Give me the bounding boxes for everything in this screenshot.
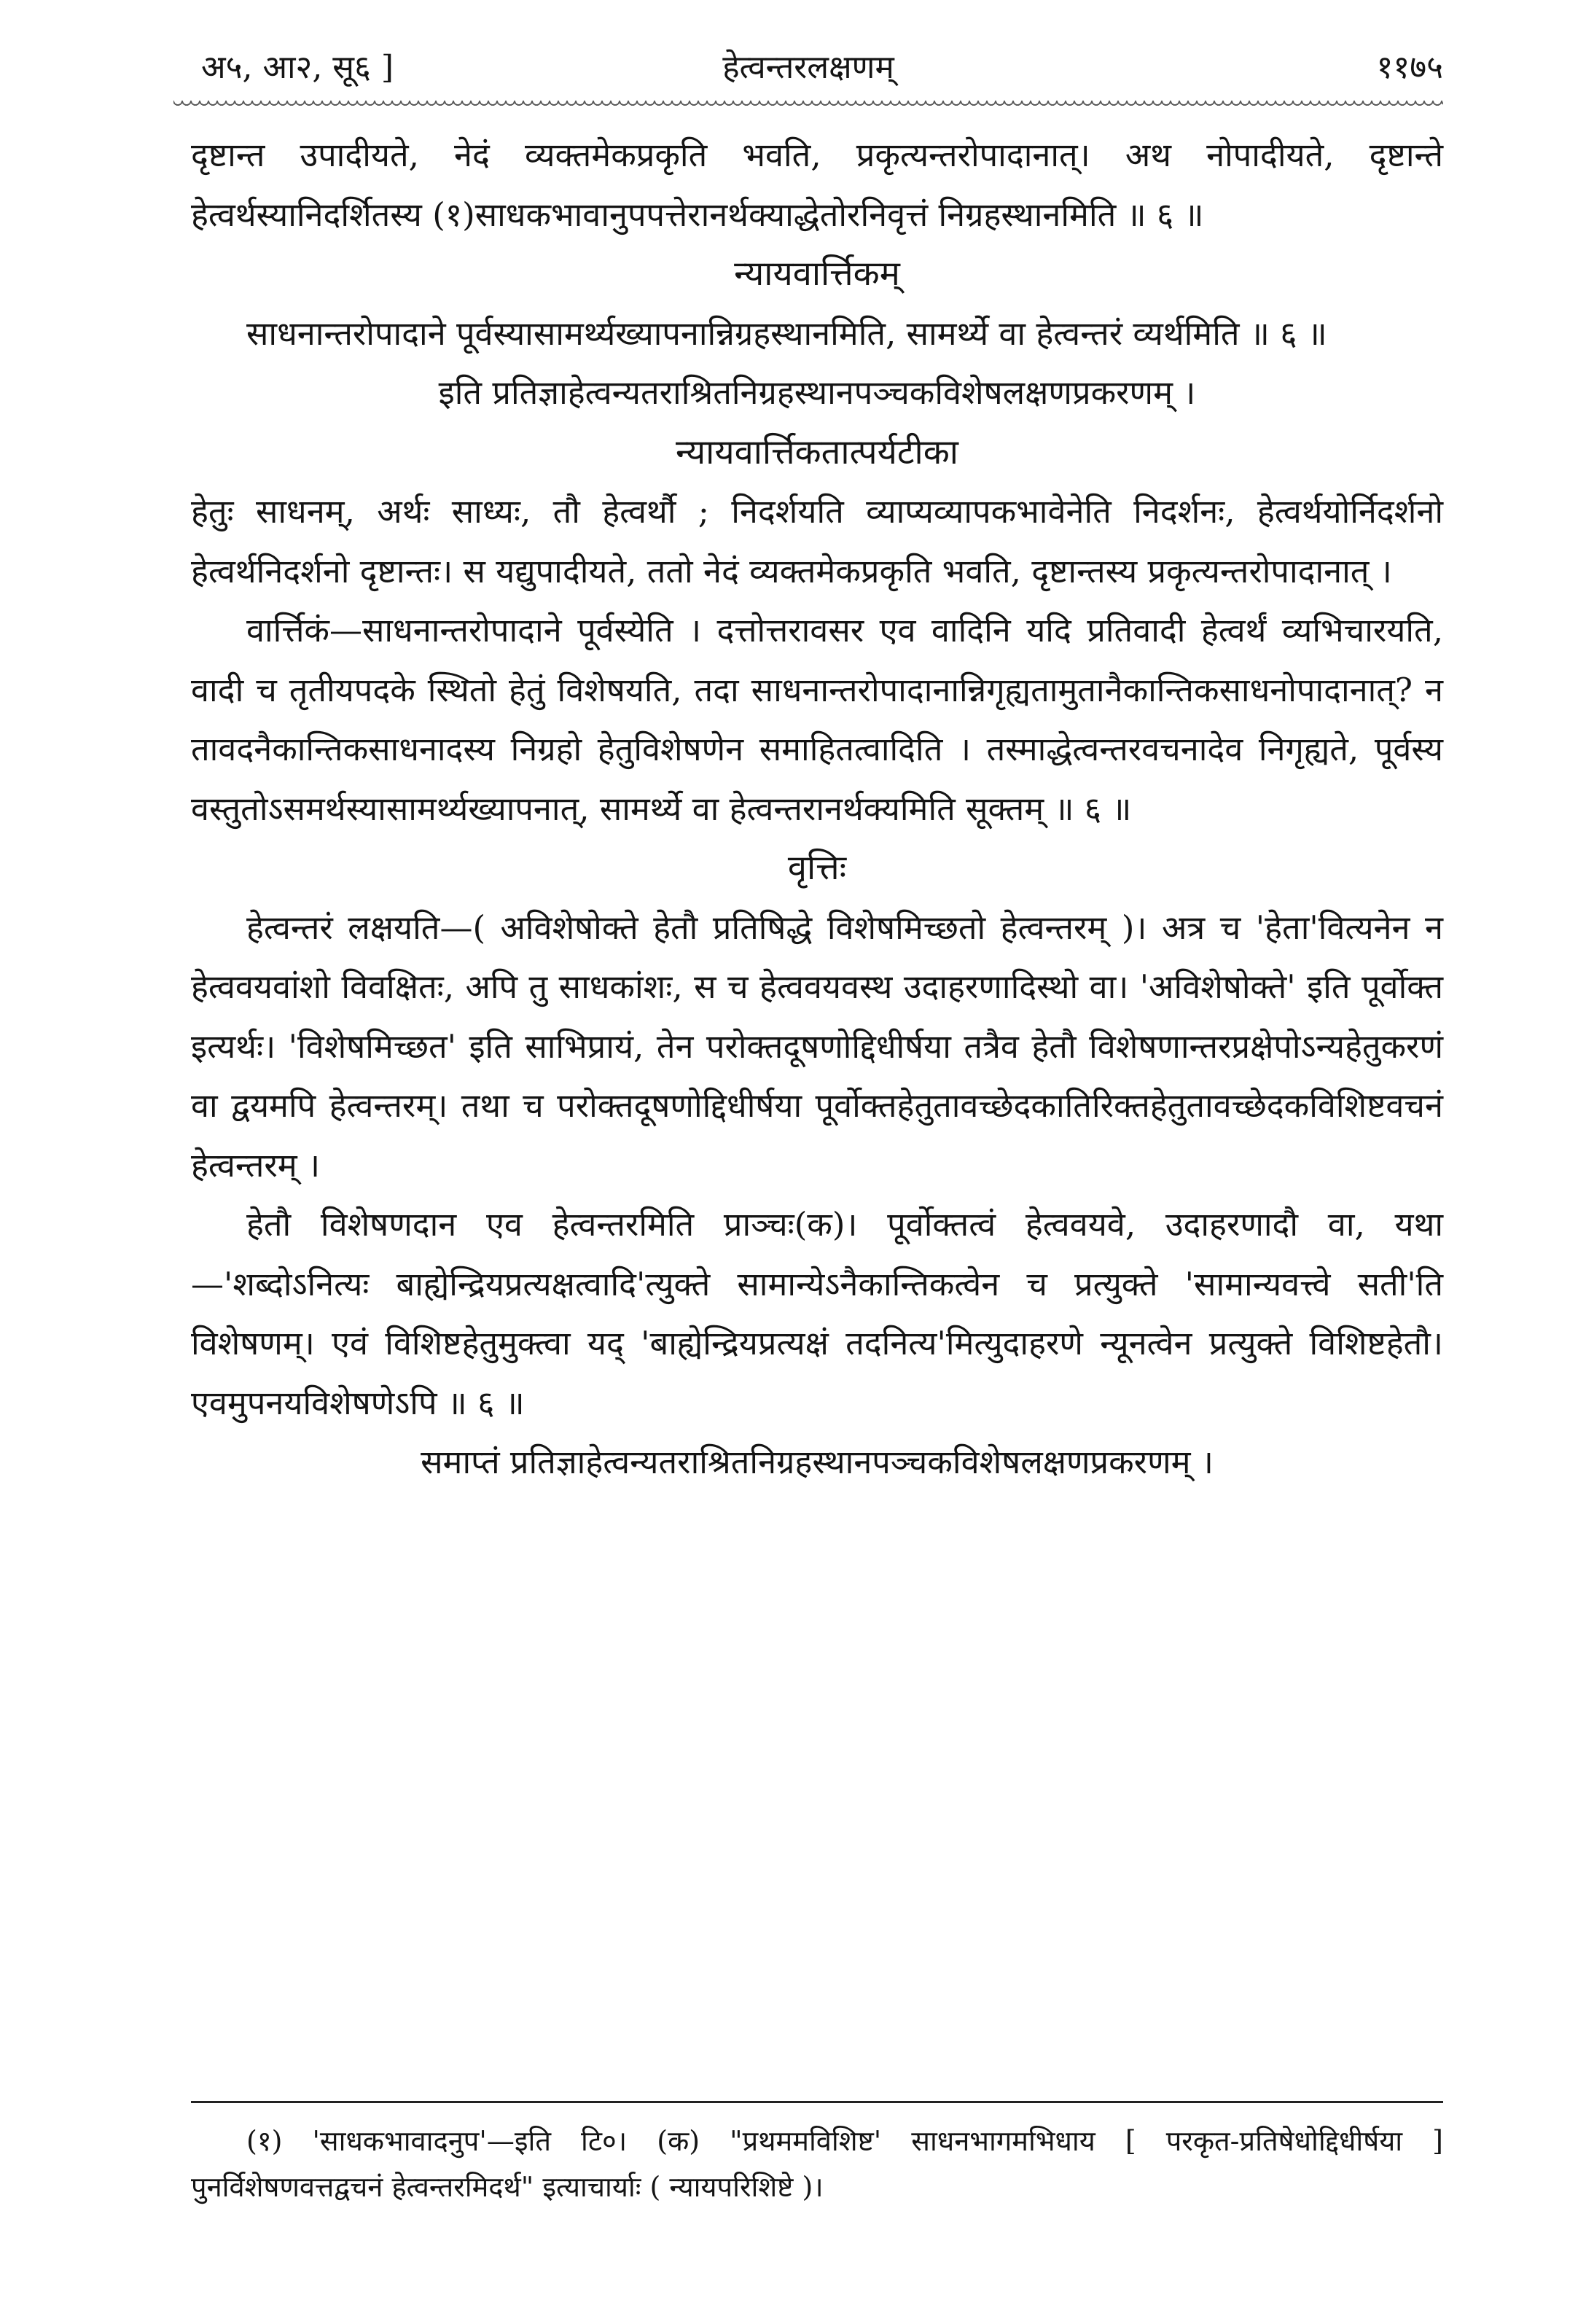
footnote-divider bbox=[191, 2101, 1443, 2103]
closing-colophon: समाप्तं प्रतिज्ञाहेत्वन्यतराश्रितनिग्रहस्थानपञ्चकविशेषलक्षणप्रकरणम् । bbox=[421, 1443, 1214, 1481]
running-title: हेत्वन्तरलक्षणम् bbox=[722, 49, 894, 86]
prakarana-colophon: इति प्रतिज्ञाहेत्वन्यतराश्रितनिग्रहस्थानपञ्चकविशेषलक्षणप्रकरणम् । bbox=[438, 373, 1196, 412]
running-header bbox=[173, 35, 1443, 101]
section-heading-vrittih: वृत्तिः bbox=[787, 848, 847, 888]
footnote bbox=[191, 2118, 1443, 2210]
sutra-commentary-continuation: दृष्टान्त उपादीयते, नेदं व्यक्तमेकप्रकृति भवति, प्रकृत्यन्तरोपादानात्। अथ नोपादीयते, दृष्टान्ते हेत्वर्थस्यानिदर्शितस्य (१)साधकभावानुपपत्तेरानर्थक्याद्धेतोरनिवृत्तं निग्रहस्थानमिति ॥ ६ ॥ bbox=[191, 136, 1443, 234]
chapter-reference: अ५, आ२, सू६ ] bbox=[201, 49, 394, 86]
vritti-paragraph-2: हेतौ विशेषणदान एव हेत्वन्तरमिति प्राञ्चः(क)। पूर्वोक्तत्वं हेत्ववयवे, उदाहरणादौ वा, यथा—'शब्दोऽनित्यः बाह्येन्द्रियप्रत्यक्षत्वादि'त्युक्ते सामान्येऽनैकान्तिकत्वेन च प्रत्युक्ते 'सामान्यवत्त्वे सती'ति विशेषणम्। एवं विशिष्टहेतुमुक्त्वा यद् 'बाह्येन्द्रियप्रत्यक्षं तदनित्य'मित्युदाहरणे न्यूनत्वेन प्रत्युक्ते विशिष्टहेतौ। एवमुपनयविशेषणेऽपि ॥ ६ ॥ bbox=[191, 1205, 1443, 1422]
vritti-paragraph-1: हेत्वन्तरं लक्षयति—( अविशेषोक्ते हेतौ प्रतिषिद्धे विशेषमिच्छतो हेत्वन्तरम् )। अत्र च 'हेता'वित्यनेन न हेत्ववयवांशो विवक्षितः, अपि तु साधकांशः, स च हेत्ववयवस्थ उदाहरणादिस्थो वा। 'अविशेषोक्ते' इति पूर्वोक्त इत्यर्थः। 'विशेषमिच्छत' इति साभिप्रायं, तेन परोक्तदूषणोद्दिधीर्षया तत्रैव हेतौ विशेषणान्तरप्रक्षेपोऽन्यहेतुकरणं वा द्वयमपि हेत्वन्तरम्। तथा च परोक्तदूषणोद्दिधीर्षया पूर्वोक्तहेतुतावच्छेदकातिरिक्तहेतुतावच्छेदकविशिष्टवचनं हेत्वन्तरम् । bbox=[191, 908, 1443, 1185]
section-heading-tatparyatika: न्यायवार्त्तिकतात्पर्यटीका bbox=[676, 432, 958, 472]
main-text bbox=[191, 125, 1443, 1492]
header-wavy-rule bbox=[173, 101, 1443, 111]
tika-paragraph-2: वार्त्तिकं—साधनान्तरोपादाने पूर्वस्येति । दत्तोत्तरावसर एव वादिनि यदि प्रतिवादी हेत्वर्थं व्यभिचारयति, वादी च तृतीयपदके स्थितो हेतुं विशेषयति, तदा साधनान्तरोपादानान्निगृह्यतामुतानैकान्तिकसाधनोपादानात्? न तावदनैकान्तिकसाधनादस्य निग्रहो हेतुविशेषणेन समाहितत्वादिति । तस्माद्धेत्वन्तरवचनादेव निगृह्यते, पूर्वस्य वस्तुतोऽसमर्थस्यासामर्थ्यख्यापनात्, सामर्थ्ये वा हेत्वन्तरानर्थक्यमिति सूक्तम् ॥ ६ ॥ bbox=[191, 611, 1443, 828]
page-number: ११७५ bbox=[1376, 49, 1443, 86]
section-heading-nyayavarttikam: न्यायवार्त्तिकम् bbox=[734, 254, 900, 294]
varttika-text: साधनान्तरोपादाने पूर्वस्यासामर्थ्यख्यापनान्निग्रहस्थानमिति, सामर्थ्ये वा हेत्वन्तरं व्यर्थमिति ॥ ६ ॥ bbox=[246, 313, 1327, 353]
footnote-text: (१) 'साधकभावादनुप'—इति टि०। (क) "प्रथममविशिष्ट' साधनभागमभिधाय [ परकृत-प्रतिषेधोद्दिधीर्षया ] पुनर्विशेषणवत्तद्वचनं हेत्वन्तरमिदर्थ" इत्याचार्याः ( न्यायपरिशिष्टे )। bbox=[191, 2125, 1443, 2203]
tika-paragraph-1: हेतुः साधनम्, अर्थः साध्यः, तौ हेत्वर्थौ ; निदर्शयति व्याप्यव्यापकभावेनेति निदर्शनः, हेत्वर्थयोर्निदर्शनो हेत्वर्थनिदर्शनो दृष्टान्तः। स यद्युपादीयते, ततो नेदं व्यक्तमेकप्रकृति भवति, दृष्टान्तस्य प्रकृत्यन्तरोपादानात् । bbox=[191, 492, 1443, 590]
